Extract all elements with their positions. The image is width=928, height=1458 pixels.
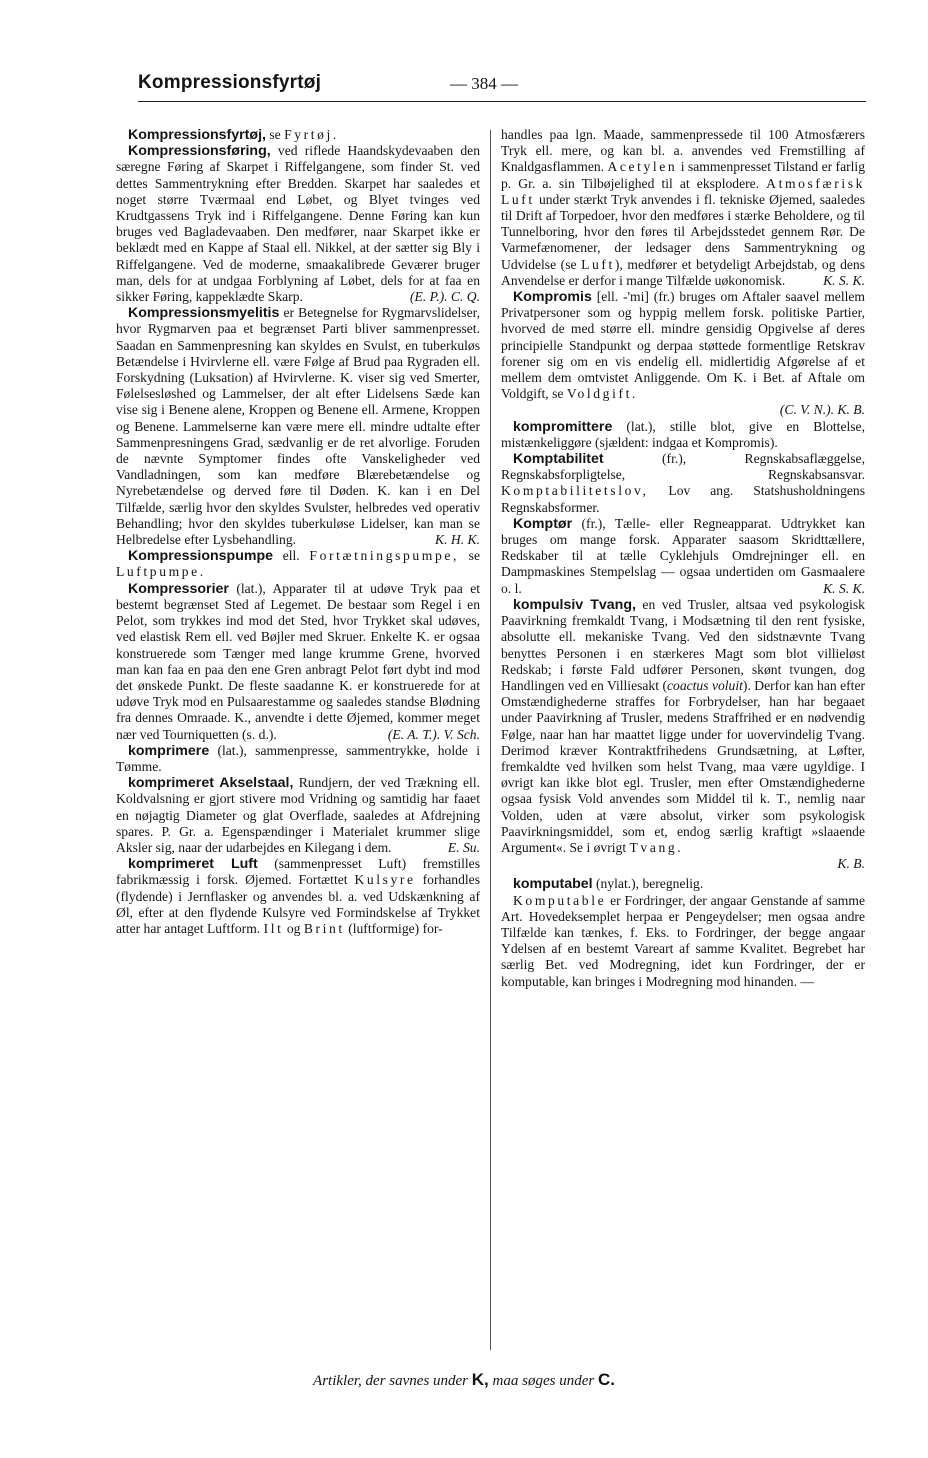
latin-phrase: coactus voluit — [666, 677, 743, 693]
entry-continuation — [501, 127, 865, 289]
signature: K. H. K. — [435, 532, 480, 548]
entry-text: en ved Trusler, altsaa ved psykologisk Paavirkning fremkaldt Tvang, i Modsætning til den rent fysiske, absolutte ell. mekaniske Tvang. Ved den sidstnævnte Tvang benyttes Personen i en stærkeres Magt som blot villieløst Redskab; i første Fald udfører Personen, skønt tvungen, dog Handlingen ved en Villiesakt ( — [501, 596, 865, 693]
entry-head: Kompressionsfyrtøj, — [128, 127, 266, 143]
cross-ref: Luftpumpe. — [116, 564, 206, 580]
spaced-term: Brint — [303, 920, 345, 936]
entry-kompromittere — [501, 419, 865, 451]
entry-komprimeret-akselstaal — [116, 775, 480, 856]
entry-head: komputabel — [513, 876, 593, 893]
entry-text: og — [283, 920, 304, 936]
signature: (E. A. T.). V. Sch. — [387, 726, 480, 742]
entry-komputable — [501, 893, 865, 990]
entry-head: Kompromis — [513, 289, 592, 306]
entry-text: (fr.), Regnskabsaflæggelse, Regnskabsforpligtelse, Regnskabsansvar. — [501, 451, 865, 483]
spaced-term: Komptabilitetslov, — [501, 483, 649, 499]
entry-text: Lov ang. Statshusholdningens Regnskabsformer. — [501, 483, 865, 515]
footer-letter-k: K, — [471, 1370, 489, 1389]
entry-text: ved riflede Haandskydevaaben den særegne Føring af Skarpet i Riffelgangene, som finder St. ved dettes Sammentrykning efter Bredden. Skarpet har saaledes et noget større Tværmaal end Løbet, og Blyet tvinges ved Krudtgassens Tryk ind i Riffelgangene. Denne Føring kan kun bruges ved Bagladevaaben. Den medfører, naar Skarpet ikke er beklædt med en Kappe af Staal ell. Nikkel, at der sætter sig Bly i Riffelgangene. Ved de moderne, smaakalibrede Geværer bruger man, dels for at undgaa Forblyning af Løbet, dels for at faa en sikker Føring, kappeklædte Skarp. — [116, 143, 480, 305]
spaced-term: Ilt — [263, 920, 284, 936]
entry-text: (lat.), sammenpresse, sammentrykke, holde i Tømme. — [116, 742, 480, 774]
entry-text: handles paa lgn. Maade, sammenpressede til 100 Atmosfærers Tryk ell. mere, og kan bl. a. anvendes ved Fremstilling af Knaldgasflammen. — [501, 127, 865, 175]
entry-kompressionspumpe — [116, 548, 480, 580]
entry-kompressionsmyelitis — [116, 305, 480, 548]
page-footer — [0, 1370, 928, 1390]
entry-head: Komptør — [513, 515, 573, 532]
signature: (E. P.). C. Q. — [410, 289, 480, 305]
entry-text: se — [458, 548, 480, 564]
entry-text: Rundjern, der ved Trækning ell. Koldvalsning er gjort stivere mod Vridning og samtidig har faaet en nøjagtig Diameter og glat Overflade, saaledes at Afdrejning spares. P. Gr. a. Egenspændinger i Materialet krummer slige Aksler sig, naar der udarbejdes en Kilegang i dem. — [116, 775, 481, 855]
right-column — [501, 127, 865, 990]
entry-head: komprimeret Akselstaal, — [128, 775, 294, 792]
footer-text: Artikler, der savnes under — [313, 1373, 472, 1389]
entry-kompressorier — [116, 581, 480, 743]
entry-komprimere — [116, 743, 480, 775]
entry-text: se — [265, 127, 285, 142]
entry-kompulsiv-tvang — [501, 597, 865, 856]
signature: K. S. K. — [823, 272, 865, 288]
signature: E. Su. — [447, 839, 480, 855]
signature: (C. V. N.). K. B. — [779, 402, 865, 418]
entry-text: ), medfører et betydeligt Arbejdstab, og dens Anvendelse er derfor i mange Tilfælde uøkonomisk. — [501, 256, 865, 288]
entry-head: Kompressionsmyelitis — [128, 305, 280, 322]
entry-text: er Betegnelse for Rygmarvslidelser, hvor Rygmarven paa et begrænset Parti bliver sammenpresset. Saadan en Sammenpresning kan skyldes en Svulst, en tuberkuløs Betændelse i Hvirvlerne ell. være Følge af Brud paa Rygraden ell. Forskydning (Luksation) af Hvirvlerne. K. viser sig ved Smerter, Følelsesløshed og Lammelser, der alt efter Lidelsens Sæde kan vise sig i Benene alene, Kroppen og Benene ell. Armene, Kroppen og Benene. Lammelserne kan være mere ell. mindre udtalte efter Sammenpresningens Grad, sædvanlig er de ret alvorlige. Foruden de nævnte Symptomer findes ofte Vanskeligheder ved Vandladningen, som kan medføre Blærebetændelse og Nyrebetændelse og derved føre til Døden. K. kan i en Del Tilfælde, særlig hvor den skyldes Svulster, helbredes ved operativ Behandling; hvor den skyldes tuberkuløse Lidelser, kan man se Helbredelse efter Lysbehandling. — [116, 305, 480, 548]
entry-head: komprimeret Luft — [128, 856, 258, 873]
entry-head: komprimere — [128, 742, 210, 759]
entry-kompressionsforing — [116, 143, 480, 305]
running-head: Kompressionsfyrtøj — [138, 72, 322, 93]
cross-ref: Voldgift. — [566, 386, 638, 402]
entry-head: kompromittere — [513, 418, 613, 435]
left-column — [116, 127, 480, 937]
entry-kompromis — [501, 289, 865, 402]
cross-ref: Tvang. — [629, 839, 684, 855]
page-header — [138, 72, 866, 102]
header-rule — [138, 101, 866, 102]
entry-head: Kompressionsføring, — [128, 143, 271, 160]
entry-text: (luftformige) for- — [344, 920, 443, 936]
entry-komputabel — [501, 876, 865, 892]
entry-komprimeret-luft — [116, 856, 480, 937]
entry-text: forhandles (flydende) i Jernflasker og anvendes bl. a. ved Udskænkning af Øl, efter at den flydende Kulsyre ved Formindskelse af Trykket atter har antaget Luftform. — [116, 872, 480, 936]
footer-text: maa søges under — [488, 1373, 598, 1389]
entry-text: [ell. -'mi] (fr.) bruges om Aftaler saavel mellem Privatpersoner som og hyppig mellem forsk. politiske Partier, hvorved de med større ell. mindre gensidig Opgivelse af deres principielle Standpunkt og derpaa støttede formentlige Retskrav forener sig om en vis endelig ell. midlertidig Afgørelse af et mellem dem omtvistet Anliggende. Om K. i Bet. af Aftale om Voldgift, se — [501, 289, 865, 402]
entry-text: (nylat.), beregnelig. — [592, 876, 704, 892]
signature: K. B. — [837, 856, 865, 872]
spaced-term: Atmosfærisk Luft — [501, 175, 865, 207]
entry-text: (fr.), Tælle- eller Regneapparat. Udtrykket kan bruges om mange forsk. Apparater saasom Skridttællere, Redskaber til at tælle Cyklehjuls Omdrejninger ell. en Dampmaskines Stempelslag — ogsaa undertiden om Gasmaalere o. l. — [501, 515, 865, 596]
entry-kompressionsfyrtoj — [116, 127, 480, 143]
spaced-term: Kulsyre — [354, 872, 416, 888]
entry-komptabilitet — [501, 451, 865, 516]
column-divider — [490, 130, 491, 1350]
cross-ref: Fyrtøj. — [284, 127, 339, 142]
spaced-term: Fortætningspumpe, — [309, 548, 459, 564]
entry-head: kompulsiv Tvang, — [513, 596, 636, 613]
spaced-term: Acetylen — [607, 159, 678, 175]
entry-komptor — [501, 516, 865, 597]
entry-text: (lat.), stille blot, give en Blottelse, mistænkeliggøre (sjældent: indgaa et Kompromis). — [501, 418, 865, 450]
cross-ref: Luft — [581, 256, 615, 272]
entry-text: under stærkt Tryk anvendes i fl. tekniske Øjemed, saaledes til Drift af Torpedoer, hvor den medføres i stærke Beholdere, og til Tunnelboring, hvor den føres til Arbejdsstedet gennem Rør. De Varmefænomener, der ledsager dens Sammentrykning og Udvidelse (se — [501, 191, 865, 272]
entry-head: Komptabilitet — [513, 451, 604, 468]
entry-head: Kompressionspumpe — [128, 548, 274, 565]
spaced-term: Komputable — [513, 892, 607, 908]
entry-text: er Fordringer, der angaar Genstande af samme Art. Hovedeksemplet herpaa er Pengeydelser; men ogsaa andre Tilfælde kan tænkes, f. Eks. to Fordringer, der begge angaar Ydelsen af en bestemt Vareart af samme Kvalitet. Begrebet har særlig Bet. ved Modregning, idet kun Fordringer, der er komputable, kan bringes i Modregning mod hinanden. — — [501, 892, 865, 989]
footer-letter-c: C. — [597, 1370, 615, 1389]
entry-text: ). Derfor kan han efter Omstændighederne straffes for Forbrydelser, han har begaaet under Paavirkning af Trusler, medens Straffrihed er en nødvendig Følge, naar han har maattet ligge under for uovervindelig Tvang. Derimod kræver Kontraktfrihedens Grundsætning, at Løfter, fremkaldte ved hvilken som helst Tvang, maa være ugyldige. I øvrigt kan ikke blot egl. Trusler, men efter Omstændighederne ogsaa fysisk Vold anvendes som Middel til k. T., nemlig naar Volden, uden at være absolut, virker som psykologisk Paavirkningsmiddel, som et, endog særlig kraftigt »slaaende Argument«. Se i øvrigt — [501, 677, 866, 855]
page-number: — 384 — — [450, 74, 518, 93]
entry-text: (sammenpresset Luft) fremstilles fabrikmæssig i forsk. Øjemed. Fortættet — [116, 856, 480, 888]
entry-head: Kompressorier — [128, 580, 229, 597]
entry-text: (lat.), Apparater til at udøve Tryk paa et bestemt begrænset Sted af Legemet. De bestaar som Regel i en Pelot, som trykkes ind mod det Sted, hvor Trykket skal udøves, ved elastisk Rem ell. ved Bøjler med Skruer. Enkelte K. er ogsaa konstruerede som Tænger med lange krumme Grene, hvorved man kan faa en paa den ene Gren anbragt Pelot ført dybt ind mod det ønskede Punkt. De fleste saadanne K. er konstruerede for at udøve Tryk mod en Pulsaarestamme og saaledes standse Blødning fra dennes Omraade. K., anvendte i dette Øjemed, kommer meget nær ved Tourniquetten (s. d.). — [116, 580, 480, 742]
entry-text: i sammenpresset Tilstand er farlig p. Gr. a. sin Tilbøjelighed til at eksplodere. — [501, 159, 865, 191]
signature: K. S. K. — [823, 580, 865, 596]
entry-text: ell. — [273, 548, 310, 564]
